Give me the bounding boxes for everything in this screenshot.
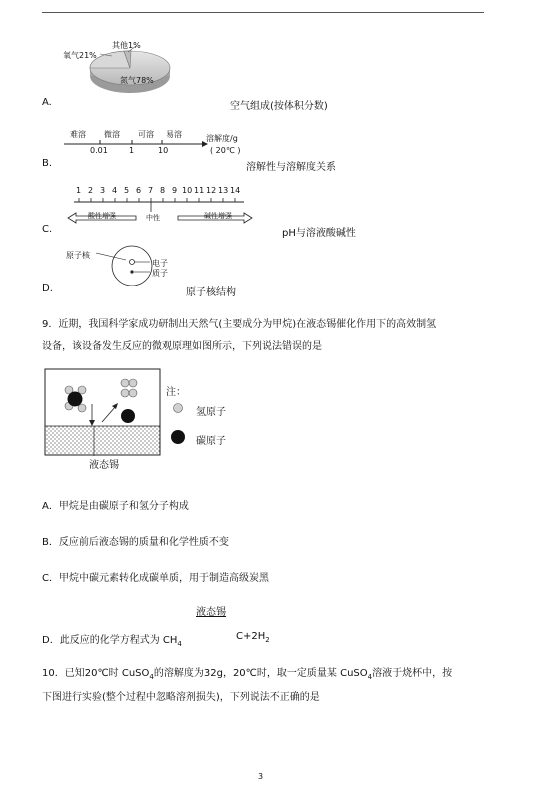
ph-tick: 10 xyxy=(182,186,193,195)
q10-line1-a: 10．已知20℃时 CuSO xyxy=(42,668,150,679)
ph-tick: 14 xyxy=(230,186,241,195)
pie-label-other: 其他1% xyxy=(112,41,141,50)
q10-line1-c: 溶液于烧杯中，按 xyxy=(372,668,453,679)
tin-label: 液态锡 xyxy=(88,456,120,471)
pie-label-nitrogen: 氮气78% xyxy=(120,76,154,85)
solubility-cat-insoluble: 难溶 xyxy=(70,130,86,139)
ph-tick: 11 xyxy=(194,186,205,195)
ph-tick: 8 xyxy=(160,186,166,195)
proton-label: 质子 xyxy=(152,269,168,278)
ph-tick: 7 xyxy=(148,186,154,195)
q9-option-d-reactant: CH xyxy=(162,635,178,646)
ph-tick: 2 xyxy=(88,186,94,195)
atom-outline xyxy=(112,246,152,286)
q9-option-d-condition: 液态锡 xyxy=(196,607,226,618)
q10-sub1: 4 xyxy=(149,673,154,681)
liquid-tin-layer xyxy=(46,426,160,455)
ph-tick: 1 xyxy=(76,186,82,195)
solubility-cat-easily: 易溶 xyxy=(166,130,182,139)
solubility-tick-10: 10 xyxy=(158,146,169,155)
ph-tick: 12 xyxy=(206,186,217,195)
electron-label: 电子 xyxy=(152,259,168,268)
q10-line2: 下图进行实验(整个过程中忽略溶剂损失)，下列说法不正确的是 xyxy=(42,692,320,703)
ph-tick: 5 xyxy=(124,186,130,195)
q9-option-d xyxy=(42,631,182,648)
ph-neutral-label: 中性 xyxy=(146,214,160,222)
option-c-letter: C. xyxy=(42,224,53,235)
option-c-caption: pH与溶液酸碱性 xyxy=(282,228,356,239)
legend-c-symbol xyxy=(171,430,185,444)
solubility-cat-soluble: 可溶 xyxy=(138,130,154,139)
solubility-tick-001: 0.01 xyxy=(90,146,108,155)
option-d-letter: D. xyxy=(42,283,53,294)
legend-title: 注： xyxy=(166,387,186,398)
legend-symbols xyxy=(170,400,190,444)
ph-tick: 9 xyxy=(172,186,178,195)
q9-option-b: B．反应前后液态锡的质量和化学性质不变 xyxy=(42,537,229,548)
legend-h-label: 氢原子 xyxy=(196,407,226,418)
q9-option-d-product xyxy=(236,631,270,644)
page-number: 3 xyxy=(258,772,264,781)
q10-line1 xyxy=(42,664,452,681)
q9-option-d-product-sub: 2 xyxy=(265,636,270,644)
proton-dot xyxy=(130,270,133,273)
q9-option-c: C．甲烷中碳元素转化成碳单质，用于制造高级炭黑 xyxy=(42,573,269,584)
legend-h-symbol xyxy=(174,404,183,413)
q9-option-d-reactant-sub: 4 xyxy=(177,640,182,648)
option-d-caption: 原子核结构 xyxy=(186,287,236,298)
reactor-diagram xyxy=(44,368,162,468)
ph-acid-label: 酸性增强 xyxy=(88,212,116,220)
q9-stem-line2: 设备，该设备发生反应的微观原理如图所示，下列说法错误的是 xyxy=(42,341,322,352)
electron-dot xyxy=(130,260,135,265)
option-b-caption: 溶解性与溶解度关系 xyxy=(246,162,336,173)
solubility-axis-condition: ( 20℃ ) xyxy=(210,146,241,155)
legend-c-label: 碳原子 xyxy=(196,436,226,447)
option-a-caption: 空气组成(按体积分数) xyxy=(230,101,328,112)
solubility-cat-slightly: 微溶 xyxy=(104,130,120,139)
q9-option-d-product-text: C+2H xyxy=(236,631,266,642)
ph-tick: 4 xyxy=(112,186,118,195)
option-a-letter: A. xyxy=(42,97,52,108)
ph-base-label: 碱性增强 xyxy=(204,212,232,220)
pie-label-oxygen: 氧气21% xyxy=(63,51,97,60)
option-b-letter: B. xyxy=(42,158,53,169)
solubility-tick-1: 1 xyxy=(129,146,135,155)
solubility-axis-label: 溶解度/g xyxy=(206,134,238,143)
ph-tick: 6 xyxy=(136,186,142,195)
q10-line1-b: 的溶解度为32g，20℃时，取一定质量某 CuSO xyxy=(153,668,368,679)
header-rule xyxy=(42,12,484,13)
carbon-product xyxy=(121,409,135,423)
ph-tick: 13 xyxy=(218,186,229,195)
q9-option-d-prefix: D．此反应的化学方程式为 xyxy=(42,635,160,646)
q9-option-a: A．甲烷是由碳原子和氢分子构成 xyxy=(42,501,189,512)
ph-tick: 3 xyxy=(100,186,106,195)
q10-sub2: 4 xyxy=(367,673,373,681)
q9-stem-line1: 9．近期，我国科学家成功研制出天然气(主要成分为甲烷)在液态锡催化作用下的高效制氢 xyxy=(42,319,437,330)
nucleus-label: 原子核 xyxy=(66,251,90,260)
